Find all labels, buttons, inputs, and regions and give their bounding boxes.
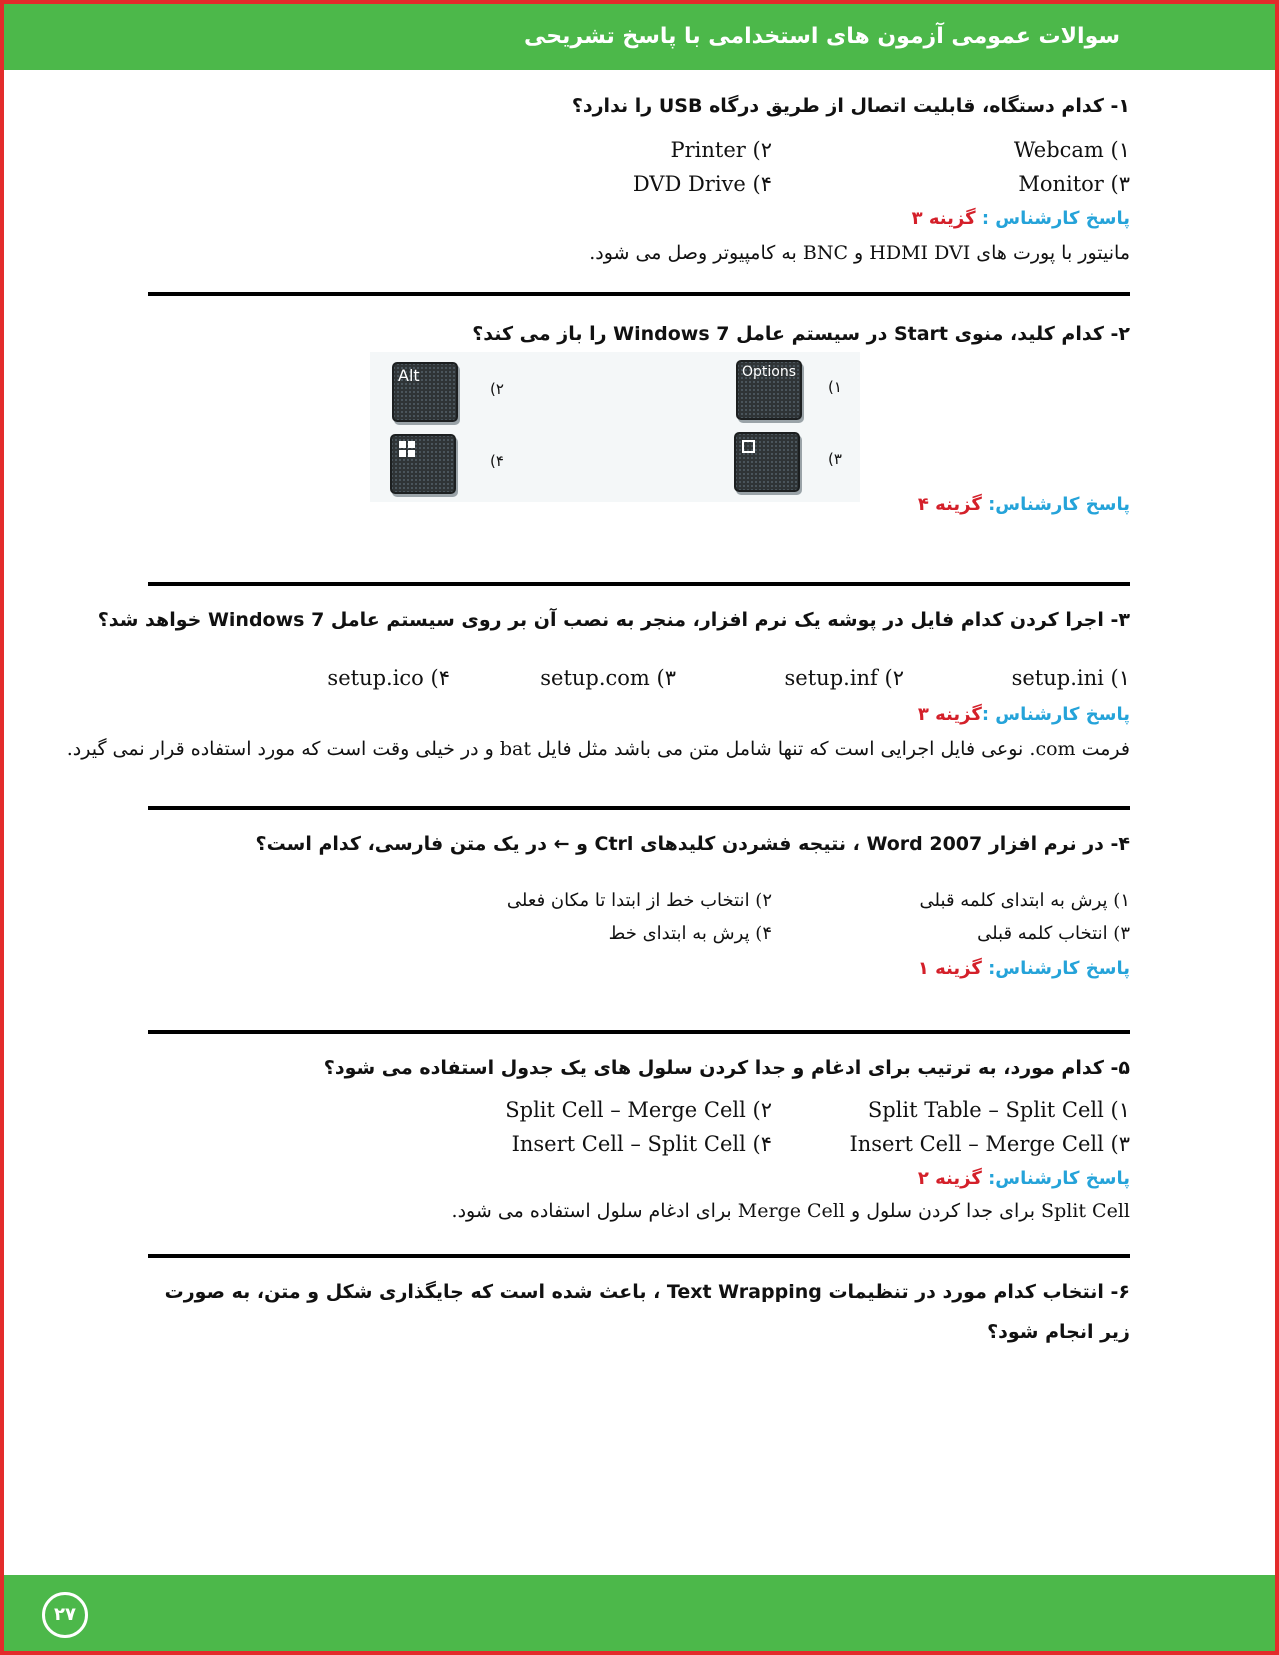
- q2-answer-label: پاسخ کارشناس:: [981, 494, 1130, 515]
- keyboard-keys-figure: [370, 352, 860, 502]
- q1-explanation: مانیتور با پورت های HDMI DVI و BNC به کامپیوتر وصل می شود.: [589, 242, 1130, 264]
- question-1-text: ۱- کدام دستگاه، قابلیت اتصال از طریق درگاه USB را ندارد؟: [571, 95, 1130, 117]
- alt-key-label: Alt: [398, 366, 420, 385]
- question-5: [148, 1048, 1130, 1222]
- q3-option-2: ۲) setup.inf: [784, 666, 904, 690]
- menu-key-icon: [734, 432, 800, 492]
- q4-option-1: ۱) پرش به ابتدای کلمه قبلی: [919, 890, 1130, 911]
- options-key-label: Options: [742, 364, 797, 380]
- q3-option-1: ۱) setup.ini: [1011, 666, 1130, 690]
- q2-answer: [918, 494, 1130, 515]
- q5-answer-label: پاسخ کارشناس:: [981, 1168, 1130, 1189]
- q4-option-3: ۳) انتخاب کلمه قبلی: [977, 923, 1130, 944]
- q4-answer: [918, 958, 1130, 979]
- q3-option-4: ۴) setup.ico: [327, 666, 450, 690]
- divider: [148, 1030, 1130, 1034]
- question-4: [148, 824, 1130, 994]
- q3-answer: [918, 704, 1130, 725]
- q5-option-1: ۱) Split Table – Split Cell: [867, 1098, 1130, 1122]
- question-2: [148, 314, 1130, 564]
- q2-answer-value: گزینه ۴: [917, 494, 982, 515]
- divider: [148, 806, 1130, 810]
- q1-answer: [912, 208, 1130, 229]
- header-title: سوالات عمومی آزمون های استخدامی با پاسخ تشریحی: [524, 24, 1120, 49]
- q5-option-4: ۴) Insert Cell – Split Cell: [511, 1132, 772, 1156]
- key-number-3: ۳): [828, 450, 842, 468]
- q1-answer-value: گزینه ۳: [911, 208, 976, 229]
- question-2-text: ۲- کدام کلید، منوی Start در سیستم عامل Windows 7 را باز می کند؟: [472, 323, 1130, 345]
- key-number-1: ۱): [828, 378, 842, 396]
- question-6: [148, 1272, 1130, 1362]
- key-number-2: ۲): [490, 380, 504, 398]
- q3-option-3: ۳) setup.com: [540, 666, 676, 690]
- windows-logo-icon: [398, 440, 418, 460]
- alt-key-icon: [392, 362, 458, 422]
- page-number: ۲۷: [42, 1592, 88, 1638]
- q3-answer-label: پاسخ کارشناس :: [981, 704, 1130, 725]
- divider: [148, 582, 1130, 586]
- q4-option-4: ۴) پرش به ابتدای خط: [608, 923, 772, 944]
- q1-option-1: ۱) Webcam: [1013, 138, 1130, 162]
- q1-option-4: ۴) DVD Drive: [632, 172, 772, 196]
- options-key-icon: [736, 360, 802, 420]
- menu-symbol-icon: [742, 440, 756, 454]
- windows-key-icon: [390, 434, 456, 494]
- page-footer: [4, 1575, 1275, 1651]
- q5-answer: [918, 1168, 1130, 1189]
- q4-option-2: ۲) انتخاب خط از ابتدا تا مکان فعلی: [506, 890, 772, 911]
- q1-option-2: ۲) Printer: [670, 138, 772, 162]
- q1-option-3: ۳) Monitor: [1018, 172, 1130, 196]
- question-1: [148, 86, 1130, 264]
- q4-answer-label: پاسخ کارشناس:: [981, 958, 1130, 979]
- question-4-text: ۴- در نرم افزار Word 2007 ، نتیجه فشردن کلیدهای Ctrl و ← در یک متن فارسی، کدام است؟: [255, 833, 1130, 855]
- q5-answer-value: گزینه ۲: [917, 1168, 982, 1189]
- question-5-text: ۵- کدام مورد، به ترتیب برای ادغام و جدا کردن سلول های یک جدول استفاده می شود؟: [323, 1057, 1130, 1079]
- q4-answer-value: گزینه ۱: [917, 958, 982, 979]
- q1-answer-label: پاسخ کارشناس :: [975, 208, 1130, 229]
- key-number-4: ۴): [490, 452, 504, 470]
- page-header: [4, 4, 1275, 70]
- question-3: [66, 600, 1130, 770]
- q5-option-3: ۳) Insert Cell – Merge Cell: [849, 1132, 1130, 1156]
- divider: [148, 292, 1130, 296]
- q5-option-2: ۲) Split Cell – Merge Cell: [505, 1098, 772, 1122]
- question-6-text: ۶- انتخاب کدام مورد در تنظیمات Text Wrapping ، باعث شده است که جایگذاری شکل و متن، به صورت زیر انجام شود؟: [164, 1281, 1130, 1343]
- question-3-text: ۳- اجرا کردن کدام فایل در پوشه یک نرم افزار، منجر به نصب آن بر روی سیستم عامل Windows 7 خواهد شد؟: [97, 609, 1130, 631]
- divider: [148, 1254, 1130, 1258]
- q3-explanation: فرمت com. نوعی فایل اجرایی است که تنها شامل متن می باشد مثل فایل bat و در خیلی وقت است که مورد استفاده قرار نمی گیرد.: [66, 738, 1130, 760]
- q5-explanation: Split Cell برای جدا کردن سلول و Merge Cell برای ادغام سلول استفاده می شود.: [451, 1200, 1130, 1222]
- q3-answer-value: گزینه ۳: [917, 704, 982, 725]
